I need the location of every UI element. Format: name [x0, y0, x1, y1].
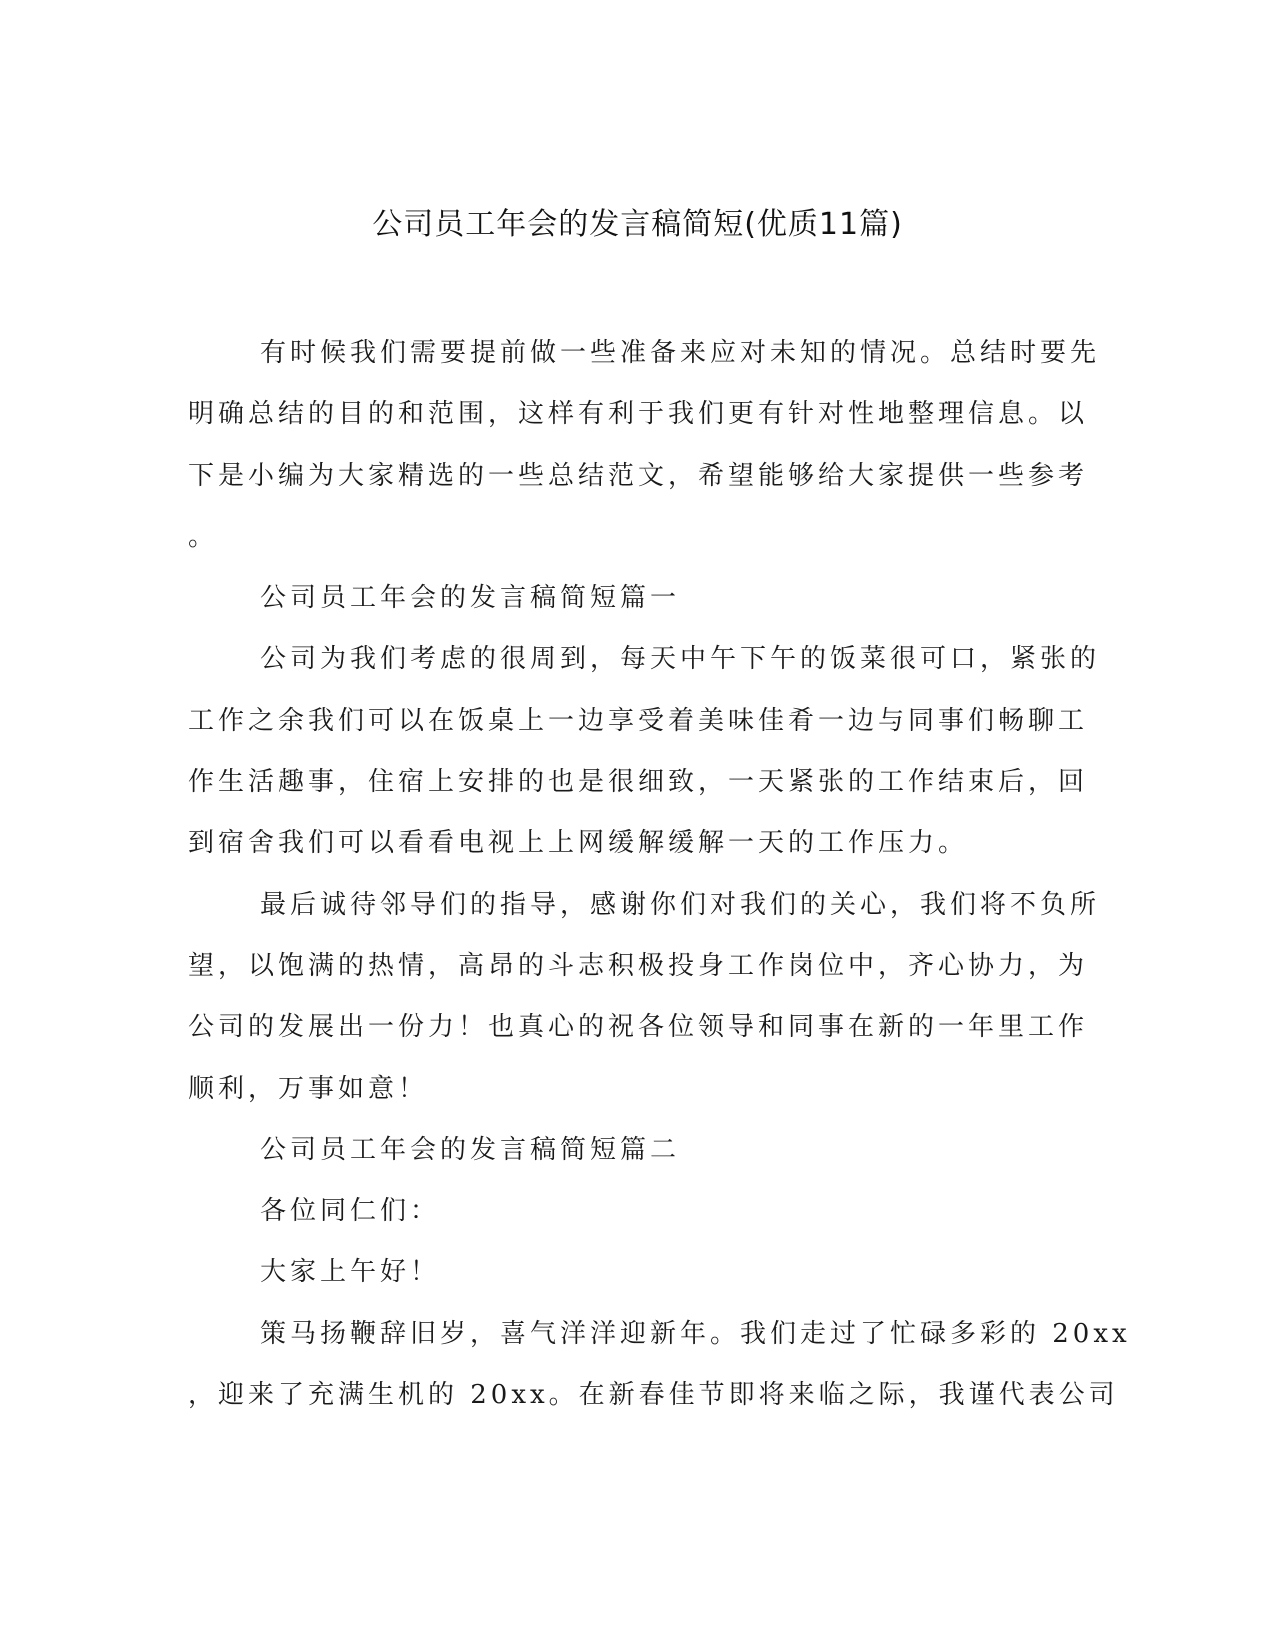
paragraph-line: 顺利，万事如意！: [188, 1073, 429, 1104]
paragraph-line: 明确总结的目的和范围，这样有利于我们更有针对性地整理信息。以: [188, 399, 1089, 430]
document-body: [188, 323, 1131, 1426]
paragraph-line: ，迎来了充满生机的 20xx。在新春佳节即将来临之际，我谨代表公司: [188, 1380, 1119, 1411]
section-heading: 公司员工年会的发言稿简短篇二: [260, 1134, 681, 1165]
paragraph-line: 。: [188, 521, 219, 552]
paragraph-line: 工作之余我们可以在饭桌上一边享受着美味佳肴一边与同事们畅聊工: [188, 705, 1089, 736]
paragraph-line: 下是小编为大家精选的一些总结范文，希望能够给大家提供一些参考: [188, 460, 1089, 491]
section-heading: 公司员工年会的发言稿简短篇一: [260, 583, 681, 614]
paragraph-line: 公司为我们考虑的很周到，每天中午下午的饭菜很可口，紧张的: [260, 644, 1101, 675]
paragraph-line: 有时候我们需要提前做一些准备来应对未知的情况。总结时要先: [260, 338, 1101, 368]
paragraph-line: 策马扬鞭辞旧岁，喜气洋洋迎新年。我们走过了忙碌多彩的 20xx: [260, 1318, 1131, 1349]
paragraph-line: 到宿舍我们可以看看电视上上网缓解缓解一天的工作压力。: [188, 828, 969, 859]
document-title: 公司员工年会的发言稿简短(优质11篇): [372, 207, 903, 242]
paragraph-line: 望，以饱满的热情，高昂的斗志积极投身工作岗位中，齐心协力，为: [188, 950, 1089, 981]
greeting: 大家上午好！: [260, 1257, 441, 1288]
salutation: 各位同仁们：: [260, 1196, 441, 1227]
paragraph-line: 最后诚待邻导们的指导，感谢你们对我们的关心，我们将不负所: [260, 889, 1101, 920]
paragraph-line: 作生活趣事，住宿上安排的也是很细致，一天紧张的工作结束后，回: [188, 767, 1089, 798]
paragraph-line: 公司的发展出一份力！也真心的祝各位领导和同事在新的一年里工作: [188, 1012, 1089, 1043]
